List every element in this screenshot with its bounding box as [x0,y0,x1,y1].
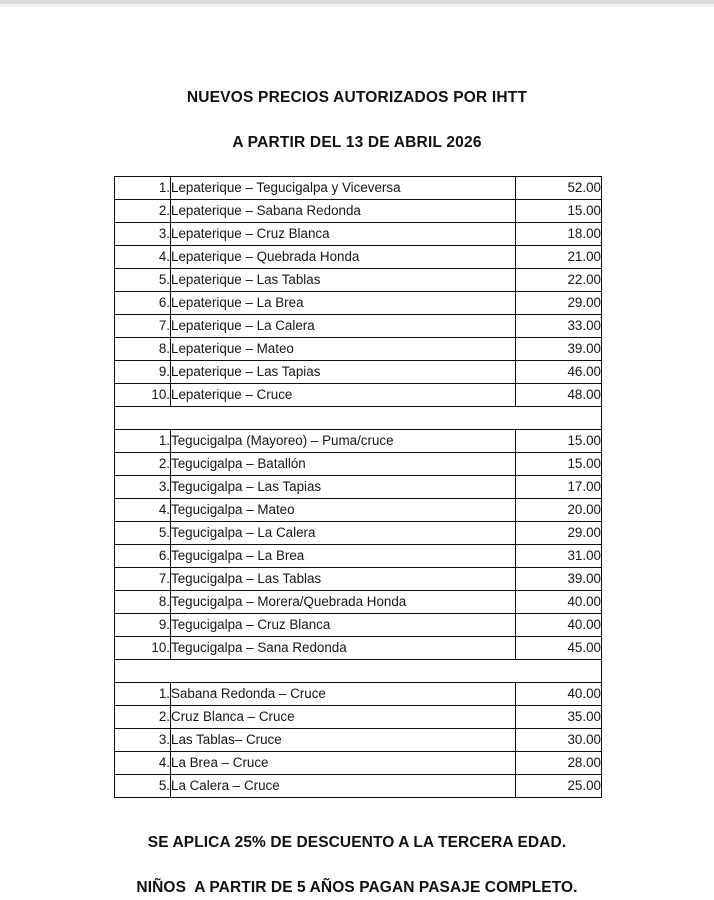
route-price: 30.00 [516,729,602,752]
table-row [115,430,602,453]
route-price: 21.00 [516,246,602,269]
route-price: 15.00 [516,430,602,453]
route-price: 40.00 [516,614,602,637]
route-price: 29.00 [516,292,602,315]
table-row [115,729,602,752]
route-name: Lepaterique – La Calera [171,315,516,338]
row-number: 2. [115,453,171,476]
row-number: 1. [115,430,171,453]
table-row [115,246,602,269]
table-row [115,223,602,246]
row-number: 4. [115,499,171,522]
table-row [115,683,602,706]
row-number: 1. [115,177,171,200]
route-price: 15.00 [516,453,602,476]
route-name: Lepaterique – Sabana Redonda [171,200,516,223]
route-price: 40.00 [516,683,602,706]
route-name: Tegucigalpa (Mayoreo) – Puma/cruce [171,430,516,453]
document-footer-notes [0,834,714,897]
route-price: 46.00 [516,361,602,384]
row-number: 6. [115,545,171,568]
row-number: 1. [115,683,171,706]
row-number: 3. [115,729,171,752]
table-section-spacer [115,660,602,683]
table-row [115,752,602,775]
route-price: 31.00 [516,545,602,568]
table-row [115,384,602,407]
route-name: Lepaterique – Las Tapias [171,361,516,384]
footer-note-discount: SE APLICA 25% DE DESCUENTO A LA TERCERA EDAD. [147,834,567,851]
table-row [115,315,602,338]
table-row [115,545,602,568]
row-number: 9. [115,361,171,384]
row-number: 4. [115,752,171,775]
route-price: 18.00 [516,223,602,246]
page-subtitle: A PARTIR DEL 13 DE ABRIL 2026 [232,134,482,151]
route-name: Lepaterique – Tegucigalpa y Viceversa [171,177,516,200]
route-price: 28.00 [516,752,602,775]
route-name: Tegucigalpa – La Calera [171,522,516,545]
route-price: 25.00 [516,775,602,798]
route-name: Tegucigalpa – Las Tablas [171,568,516,591]
route-name: Lepaterique – Cruce [171,384,516,407]
row-number: 9. [115,614,171,637]
table-row [115,706,602,729]
footer-note-children: NIÑOS A PARTIR DE 5 AÑOS PAGAN PASAJE COMPLETO. [136,879,578,896]
fare-table-body [115,177,602,798]
row-number: 5. [115,269,171,292]
route-name: Cruz Blanca – Cruce [171,706,516,729]
route-price: 15.00 [516,200,602,223]
route-name: Tegucigalpa – Mateo [171,499,516,522]
table-row [115,591,602,614]
table-section-spacer [115,407,602,430]
table-section-spacer-cell [115,660,602,683]
route-name: Tegucigalpa – Las Tapias [171,476,516,499]
row-number: 3. [115,476,171,499]
route-price: 52.00 [516,177,602,200]
table-row [115,522,602,545]
table-row [115,177,602,200]
route-price: 33.00 [516,315,602,338]
row-number: 3. [115,223,171,246]
table-row [115,568,602,591]
route-price: 29.00 [516,522,602,545]
route-name: Tegucigalpa – Sana Redonda [171,637,516,660]
document-headings [0,7,714,152]
row-number: 4. [115,246,171,269]
route-name: La Calera – Cruce [171,775,516,798]
row-number: 8. [115,338,171,361]
route-name: Las Tablas– Cruce [171,729,516,752]
row-number: 2. [115,706,171,729]
route-name: Lepaterique – Cruz Blanca [171,223,516,246]
route-price: 22.00 [516,269,602,292]
row-number: 10. [115,384,171,407]
route-name: Lepaterique – Quebrada Honda [171,246,516,269]
route-name: La Brea – Cruce [171,752,516,775]
route-name: Tegucigalpa – La Brea [171,545,516,568]
table-row [115,453,602,476]
route-price: 40.00 [516,591,602,614]
route-name: Lepaterique – La Brea [171,292,516,315]
row-number: 2. [115,200,171,223]
table-row [115,338,602,361]
page-title: NUEVOS PRECIOS AUTORIZADOS POR IHTT [186,89,528,106]
route-price: 20.00 [516,499,602,522]
route-price: 45.00 [516,637,602,660]
table-row [115,775,602,798]
route-price: 39.00 [516,338,602,361]
table-row [115,614,602,637]
route-price: 35.00 [516,706,602,729]
document-page [0,7,714,900]
table-row [115,499,602,522]
fare-table-container [114,176,600,798]
route-name: Lepaterique – Mateo [171,338,516,361]
fare-table [114,176,602,798]
row-number: 5. [115,522,171,545]
table-row [115,269,602,292]
route-name: Lepaterique – Las Tablas [171,269,516,292]
route-name: Sabana Redonda – Cruce [171,683,516,706]
route-price: 48.00 [516,384,602,407]
table-row [115,361,602,384]
route-price: 17.00 [516,476,602,499]
table-row [115,476,602,499]
table-section-spacer-cell [115,407,602,430]
table-row [115,200,602,223]
row-number: 5. [115,775,171,798]
row-number: 6. [115,292,171,315]
route-name: Tegucigalpa – Morera/Quebrada Honda [171,591,516,614]
row-number: 7. [115,568,171,591]
route-price: 39.00 [516,568,602,591]
row-number: 10. [115,637,171,660]
row-number: 7. [115,315,171,338]
table-row [115,292,602,315]
route-name: Tegucigalpa – Cruz Blanca [171,614,516,637]
table-row [115,637,602,660]
route-name: Tegucigalpa – Batallón [171,453,516,476]
row-number: 8. [115,591,171,614]
